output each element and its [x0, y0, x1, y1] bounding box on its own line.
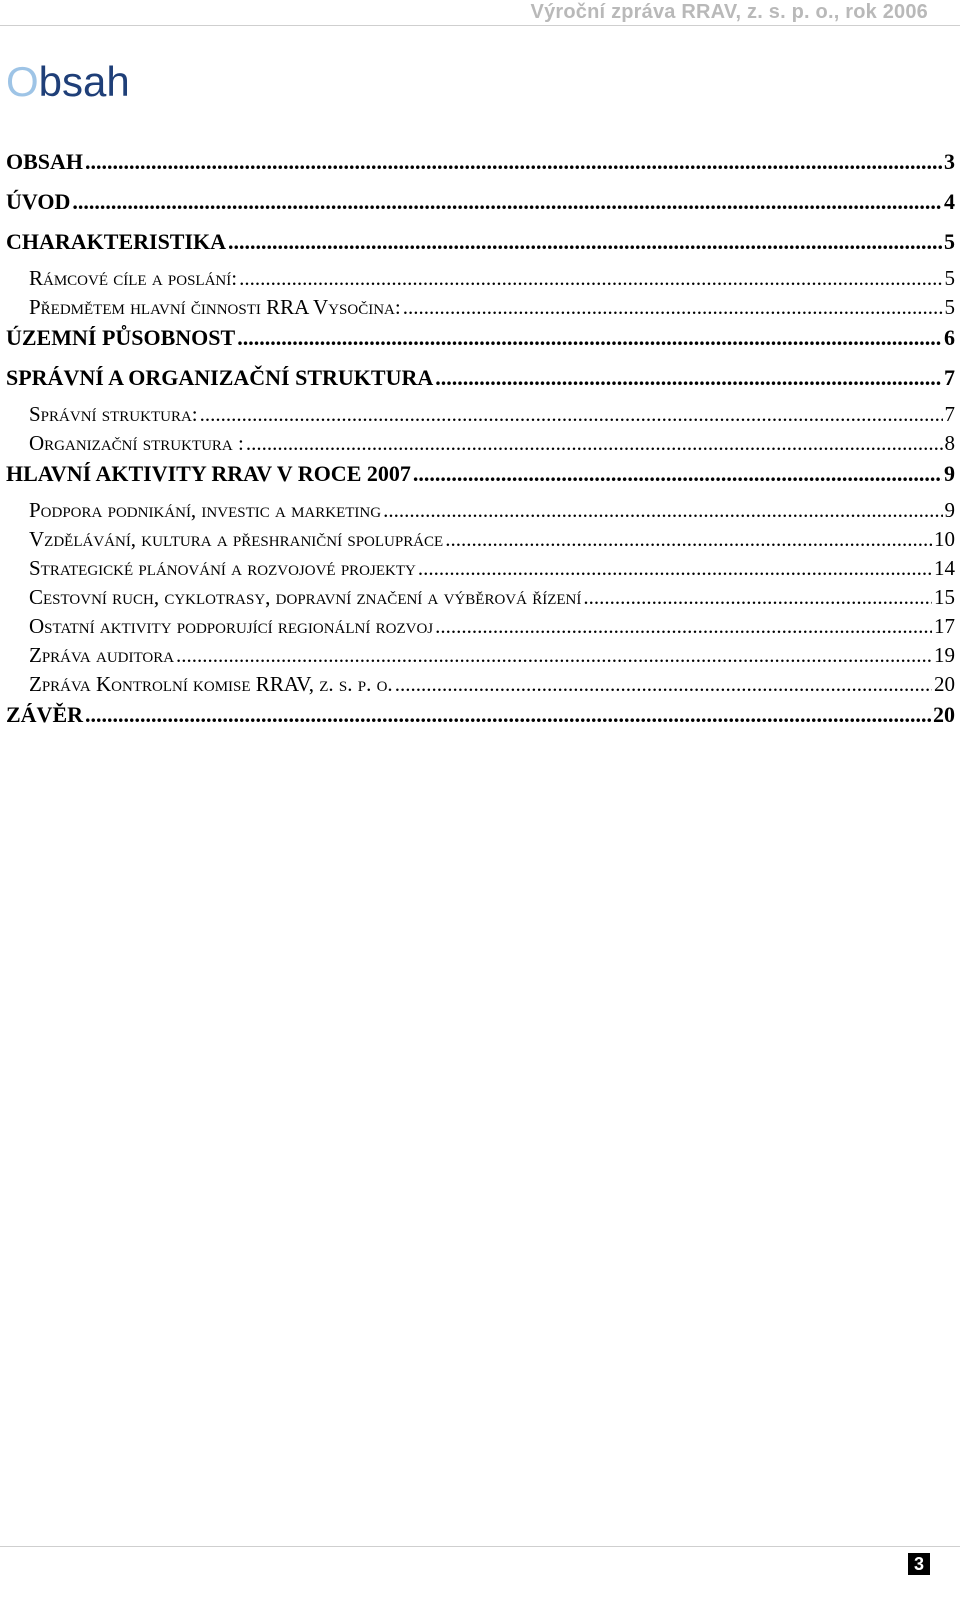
- toc-leader-dots: [435, 614, 932, 638]
- toc-leader-dots: [176, 643, 932, 667]
- toc-entry-page: 4: [944, 189, 955, 214]
- toc-entry-predmet-cinnosti[interactable]: [6, 295, 955, 324]
- toc-entry-text: Ostatní aktivity podporující regionální rozvoj: [29, 614, 434, 638]
- toc-entry-text: Podpora podnikání, investic a marketing: [29, 498, 382, 522]
- toc-entry-uvod[interactable]: [6, 188, 955, 228]
- toc-entry-text: Zpráva auditora: [29, 643, 175, 667]
- toc-entry-spravni-organizacni[interactable]: [6, 364, 955, 404]
- toc-entry-text: ÚVOD: [6, 189, 71, 214]
- toc-entry-text: Strategické plánování a rozvojové projekty: [29, 556, 416, 580]
- toc-leader-dots: [72, 190, 942, 214]
- toc-entry-text: Rámcové cíle a poslání:: [29, 266, 238, 290]
- toc-entry-page: 5: [944, 266, 955, 290]
- toc-entry-page: 9: [944, 498, 955, 522]
- toc-entry-page: 7: [944, 365, 955, 390]
- toc-entry-text: Zpráva Kontrolní komise RRAV, z. s. p. o.: [29, 672, 393, 696]
- toc-leader-dots: [85, 703, 931, 727]
- toc-entry-page: 17: [934, 614, 955, 638]
- toc-entry-text: Předmětem hlavní činnosti RRA Vysočina:: [29, 295, 401, 319]
- toc-entry-vzdelavani[interactable]: [6, 527, 955, 556]
- table-of-contents: [6, 148, 955, 741]
- toc-entry-page: 19: [934, 643, 955, 667]
- toc-entry-page: 5: [944, 229, 955, 254]
- title-rest: bsah: [38, 58, 130, 105]
- toc-entry-spravni-struktura[interactable]: [6, 402, 955, 431]
- toc-entry-text: ZÁVĚR: [6, 702, 84, 727]
- toc-leader-dots: [445, 527, 932, 551]
- page-title: [6, 56, 130, 108]
- toc-leader-dots: [228, 230, 942, 254]
- toc-entry-page: 14: [934, 556, 955, 580]
- toc-entry-text: Cestovní ruch, cyklotrasy, dopravní značení a výběrová řízení: [29, 585, 582, 609]
- toc-entry-page: 7: [944, 402, 955, 426]
- running-header: Výroční zpráva RRAV, z. s. p. o., rok 2006: [530, 1, 928, 23]
- toc-leader-dots: [418, 556, 932, 580]
- toc-leader-dots: [246, 431, 943, 455]
- toc-entry-page: 3: [944, 149, 955, 174]
- toc-entry-ramcove-cile[interactable]: [6, 266, 955, 295]
- toc-entry-organizacni-struktura[interactable]: [6, 431, 955, 460]
- toc-entry-zprava-auditora[interactable]: [6, 643, 955, 672]
- toc-leader-dots: [395, 672, 932, 696]
- toc-entry-page: 20: [933, 702, 955, 727]
- header-rule: [0, 25, 960, 26]
- toc-entry-text: Správní struktura:: [29, 402, 198, 426]
- toc-leader-dots: [237, 326, 942, 350]
- toc-leader-dots: [413, 462, 942, 486]
- toc-entry-strategicke-planovani[interactable]: [6, 556, 955, 585]
- toc-leader-dots: [85, 150, 942, 174]
- toc-leader-dots: [435, 366, 942, 390]
- toc-entry-page: 5: [944, 295, 955, 319]
- toc-entry-ostatni-aktivity[interactable]: [6, 614, 955, 643]
- toc-leader-dots: [239, 266, 942, 290]
- toc-entry-text: Organizační struktura :: [29, 431, 244, 455]
- toc-entry-cestovni-ruch[interactable]: [6, 585, 955, 614]
- toc-entry-zprava-kontrolni-komise[interactable]: [6, 672, 955, 701]
- toc-entry-page: 10: [934, 527, 955, 551]
- toc-entry-text: ÚZEMNÍ PŮSOBNOST: [6, 325, 236, 350]
- toc-entry-hlavni-aktivity[interactable]: [6, 460, 955, 500]
- footer-rule: [0, 1546, 960, 1547]
- toc-entry-text: HLAVNÍ AKTIVITY RRAV V ROCE 2007: [6, 461, 411, 486]
- toc-entry-page: 20: [934, 672, 955, 696]
- toc-leader-dots: [583, 585, 932, 609]
- toc-entry-obsah[interactable]: [6, 148, 955, 188]
- toc-entry-text: CHARAKTERISTIKA: [6, 229, 227, 254]
- toc-entry-page: 8: [944, 431, 955, 455]
- toc-leader-dots: [403, 295, 943, 319]
- title-first-letter: O: [6, 58, 39, 105]
- toc-entry-zaver[interactable]: [6, 701, 955, 741]
- toc-leader-dots: [200, 402, 943, 426]
- toc-entry-uzemni-pusobnost[interactable]: [6, 324, 955, 364]
- toc-entry-text: SPRÁVNÍ A ORGANIZAČNÍ STRUKTURA: [6, 365, 434, 390]
- toc-leader-dots: [383, 498, 942, 522]
- toc-entry-podpora-podnikani[interactable]: [6, 498, 955, 527]
- toc-entry-page: 6: [944, 325, 955, 350]
- toc-entry-page: 9: [944, 461, 955, 486]
- toc-entry-page: 15: [934, 585, 955, 609]
- toc-entry-text: OBSAH: [6, 149, 84, 174]
- toc-entry-text: Vzdělávání, kultura a přeshraniční spolupráce: [29, 527, 444, 551]
- toc-entry-charakteristika[interactable]: [6, 228, 955, 268]
- page-number-badge: 3: [908, 1553, 930, 1575]
